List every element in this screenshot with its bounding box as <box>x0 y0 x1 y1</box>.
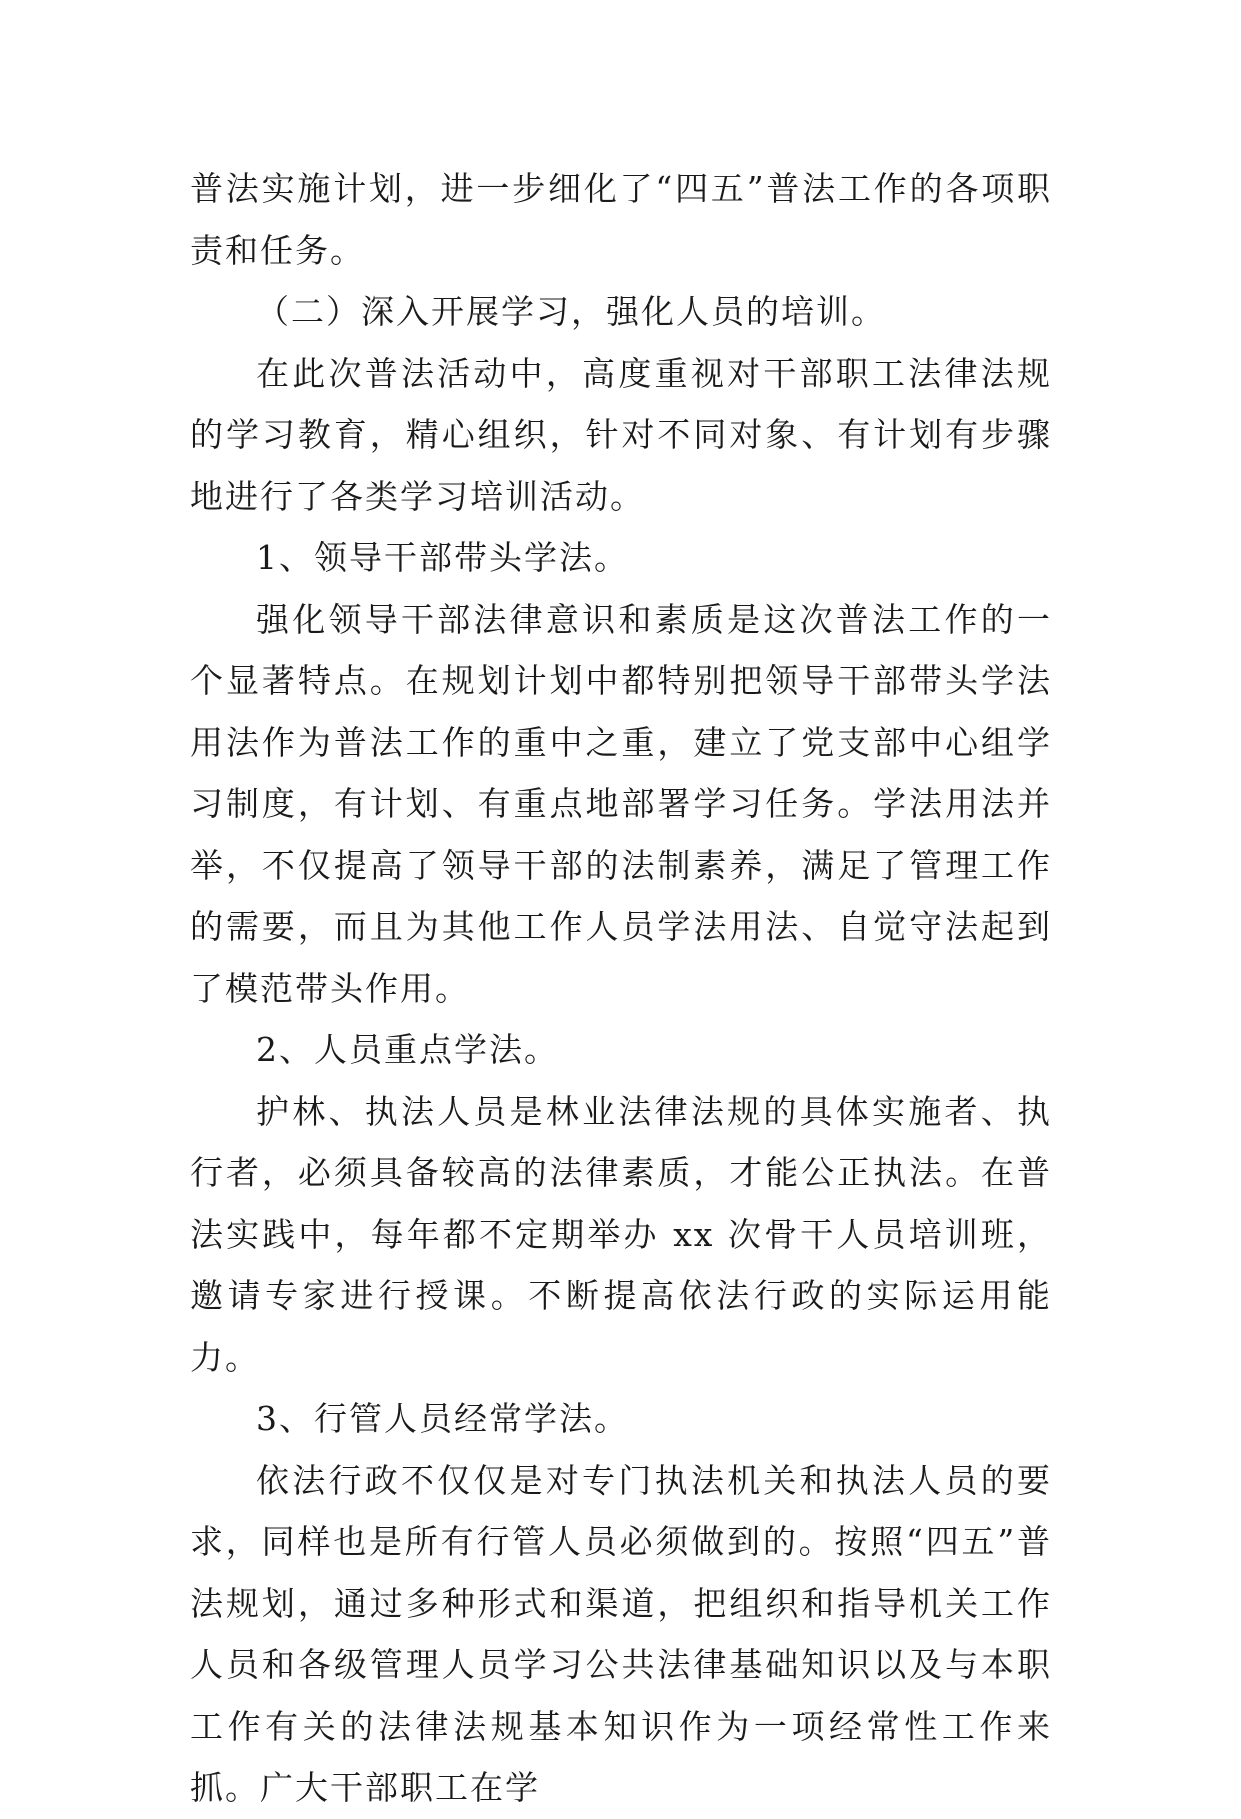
paragraph-admin-staff: 依法行政不仅仅是对专门执法机关和执法人员的要求，同样也是所有行管人员必须做到的。按照“四五”普法规划，通过多种形式和渠道，把组织和指导机关工作人员和各级管理人员学习公共法律基础知识以及与本职工作有关的法律法规基本知识作为一项经常性工作来抓。广大干部职工在学 <box>190 1460 1052 1807</box>
section-heading-training: （二）深入开展学习，强化人员的培训。 <box>256 292 886 331</box>
paragraph-training-intro: 在此次普法活动中，高度重视对干部职工法律法规的学习教育，精心组织，针对不同对象、有计划有步骤地进行了各类学习培训活动。 <box>190 353 1052 516</box>
subheading-key-personnel: 2、人员重点学法。 <box>256 1030 559 1069</box>
subheading-leaders: 1、领导干部带头学法。 <box>256 538 629 577</box>
paragraph-key-personnel: 护林、执法人员是林业法律法规的具体实施者、执行者，必须具备较高的法律素质，才能公正执法。在普法实践中，每年都不定期举办 xx 次骨干人员培训班，邀请专家进行授课。不断提高依法行政的实际运用能力。 <box>190 1091 1052 1377</box>
paragraph-leaders: 强化领导干部法律意识和素质是这次普法工作的一个显著特点。在规划计划中都特别把领导干部带头学法用法作为普法工作的重中之重，建立了党支部中心组学习制度，有计划、有重点地部署学习任务。学法用法并举，不仅提高了领导干部的法制素养，满足了管理工作的需要，而且为其他工作人员学法用法、自觉守法起到了模范带头作用。 <box>190 599 1052 1008</box>
subheading-admin-staff: 3、行管人员经常学法。 <box>256 1399 629 1438</box>
document-body <box>190 158 1052 1819</box>
paragraph-continuation: 普法实施计划，进一步细化了“四五”普法工作的各项职责和任务。 <box>190 169 1052 270</box>
